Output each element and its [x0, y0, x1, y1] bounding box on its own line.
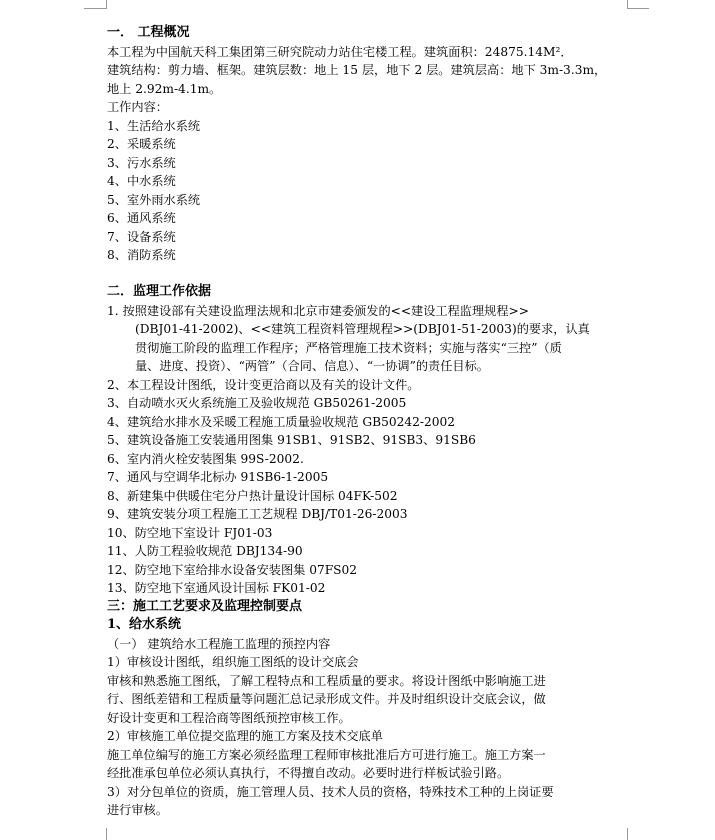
list-item: 5、建筑设备施工安装通用图集 91SB1、91SB2、91SB3、91SB6	[107, 433, 476, 447]
section-heading: 一． 工程概况	[107, 25, 190, 40]
paragraph-line: 行、图纸差错和工程质量等问题汇总记录形成文件。并及时组织设计交底会议，做	[107, 692, 546, 706]
paragraph-line: 本工程为中国航天科工集团第三研究院动力站住宅楼工程。建筑面积：24875.14M²．	[107, 44, 573, 59]
crop-mark	[627, 8, 649, 9]
list-item: 3、污水系统	[107, 155, 176, 170]
list-item: 8、新建集中供暖住宅分户热计量设计国标 04FK-502	[107, 488, 398, 503]
list-item: 1、生活给水系统	[107, 118, 201, 133]
paragraph-title: 1）审核设计图纸，组织施工图纸的设计交底会	[107, 655, 359, 669]
list-item: 5、室外雨水系统	[107, 192, 201, 207]
list-item: 10、防空地下室设计 FJ01-03	[107, 525, 273, 540]
paragraph-line: 好设计变更和工程洽商等图纸预控审核工作。	[107, 710, 351, 725]
list-item: 1. 按照建设部有关建设监理法规和北京市建委颁发的<<建设工程监理规程>>	[107, 303, 529, 318]
list-item: 2、本工程设计图纸，设计变更洽商以及有关的设计文件。	[107, 377, 420, 392]
list-item: 4、中水系统	[107, 174, 176, 188]
document-body	[107, 24, 631, 820]
list-item: 3、自动喷水灭火系统施工及验收规范 GB50261-2005	[107, 396, 407, 410]
list-item: 2、采暖系统	[107, 137, 176, 151]
crop-mark	[627, 0, 628, 9]
paragraph-line: 经批准承包单位必须认真执行，不得擅自改动。必要时进行样板试验引路。	[107, 766, 510, 780]
work-content-label: 工作内容：	[107, 100, 168, 114]
blank-line	[107, 265, 631, 284]
crop-mark	[627, 828, 628, 840]
paragraph-line: 审核和熟悉施工图纸，了解工程特点和工程质量的要求。将设计图纸中影响施工进	[107, 673, 546, 688]
list-item: 8、消防系统	[107, 248, 176, 262]
list-item: 11、人防工程验收规范 DBJ134-90	[107, 544, 303, 558]
paragraph-line: 地上 2.92m-4.1m。	[107, 81, 222, 96]
crop-mark	[106, 828, 107, 840]
list-item-continuation: 贯彻施工阶段的监理工作程序；严格管理施工技术资料；实施与落实“三控”（质	[135, 340, 562, 355]
crop-mark	[84, 8, 106, 9]
paragraph-title: 2）审核施工单位提交监理的施工方案及技术交底单	[107, 729, 383, 743]
list-item-continuation: (DBJ01-41-2002)、<<建筑工程资料管理规程>>(DBJ01-51-2003)的要求，认真	[135, 322, 590, 336]
section-heading: 三：施工工艺要求及监理控制要点	[107, 598, 303, 614]
list-item: 7、设备系统	[107, 229, 176, 244]
list-item: 4、建筑给水排水及采暖工程施工质量验收规范 GB50242-2002	[107, 414, 455, 429]
subsection-heading: 1、给水系统	[107, 617, 182, 632]
list-item: 7、通风与空调华北标办 91SB6-1-2005	[107, 470, 329, 484]
subsection-title: （一） 建筑给水工程施工监理的预控内容	[107, 636, 331, 651]
list-item: 12、防空地下室给排水设备安装图集 07FS02	[107, 562, 358, 577]
list-item: 6、室内消火栓安装图集 99S-2002.	[107, 451, 304, 466]
list-item-continuation: 量、进度、投资）、“两管”（合同、信息）、“一协调”的责任目标。	[135, 359, 489, 373]
paragraph-line: 建筑结构：剪力墙、框架。建筑层数：地上 15 层，地下 2 层。建筑层高：地下 3m-3.3m，	[107, 63, 607, 77]
list-item: 6、通风系统	[107, 211, 176, 225]
section-heading: 二．监理工作依据	[107, 284, 212, 299]
list-item: 9、建筑安装分项工程施工工艺规程 DBJ/T01-26-2003	[107, 507, 408, 521]
paragraph-line: 进行审核。	[107, 803, 168, 817]
paragraph-line: 3）对分包单位的资质，施工管理人员、技术人员的资格，特殊技术工种的上岗证要	[107, 784, 554, 799]
list-item: 13、防空地下室通风设计国标 FK01-02	[107, 581, 326, 595]
crop-mark	[106, 0, 107, 9]
paragraph-line: 施工单位编写的施工方案必须经监理工程师审核批准后方可进行施工。施工方案一	[107, 747, 546, 762]
